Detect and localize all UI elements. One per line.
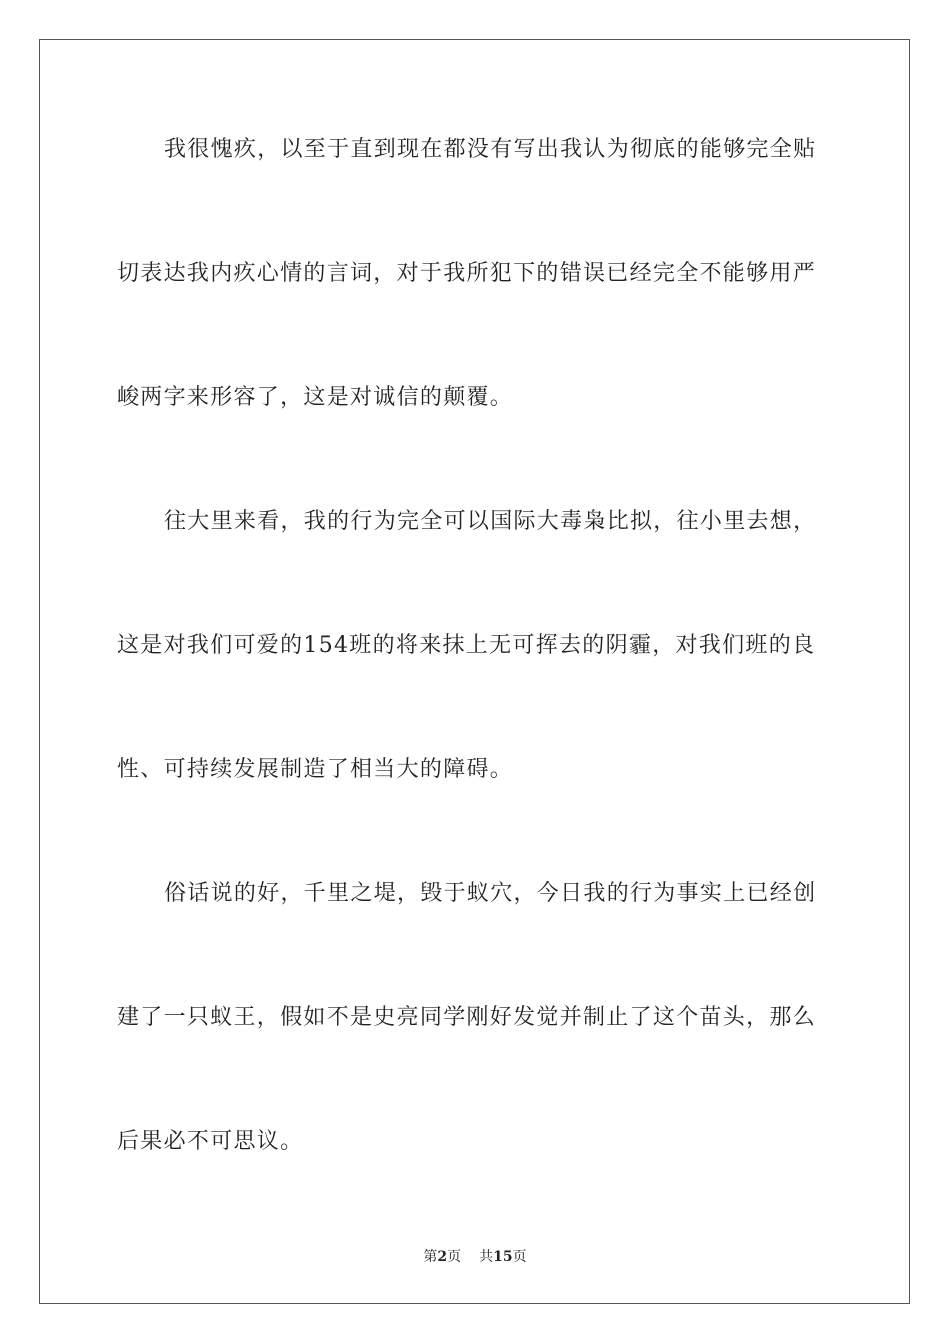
page-number: 2 (437, 1249, 448, 1265)
paragraph-3-line-3: 后果必不可思议。 (117, 1129, 304, 1154)
paragraph-1-line-1: 我很愧疚，以至于直到现在都没有写出我认为彻底的能够完全贴 (164, 137, 817, 162)
paragraph-3-line-2: 建了一只蚁王，假如不是史亮同学刚好发觉并制止了这个苗头，那么 (117, 1005, 817, 1030)
total-suffix: 页 (512, 1249, 527, 1265)
paragraph-2-line-1: 往大里来看，我的行为完全可以国际大毒枭比拟，往小里去想， (164, 509, 817, 534)
paragraph-1-line-2: 切表达我内疚心情的言词，对于我所犯下的错误已经完全不能够用严 (117, 261, 817, 286)
paragraph-2-line-3: 性、可持续发展制造了相当大的障碍。 (117, 757, 514, 782)
total-pages: 15 (493, 1249, 513, 1265)
page-border (39, 39, 910, 1304)
page-prefix: 第 (423, 1249, 438, 1265)
paragraph-3-line-1: 俗话说的好，千里之堤，毁于蚁穴，今日我的行为事实上已经创 (164, 881, 817, 906)
paragraph-2-line-2: 这是对我们可爱的154班的将来抹上无可挥去的阴霾，对我们班的良 (117, 633, 816, 658)
page-suffix: 页 (447, 1249, 462, 1265)
total-prefix: 共 (479, 1249, 494, 1265)
page-footer (0, 1247, 950, 1267)
paragraph-1-line-3: 峻两字来形容了，这是对诚信的颠覆。 (117, 385, 514, 410)
